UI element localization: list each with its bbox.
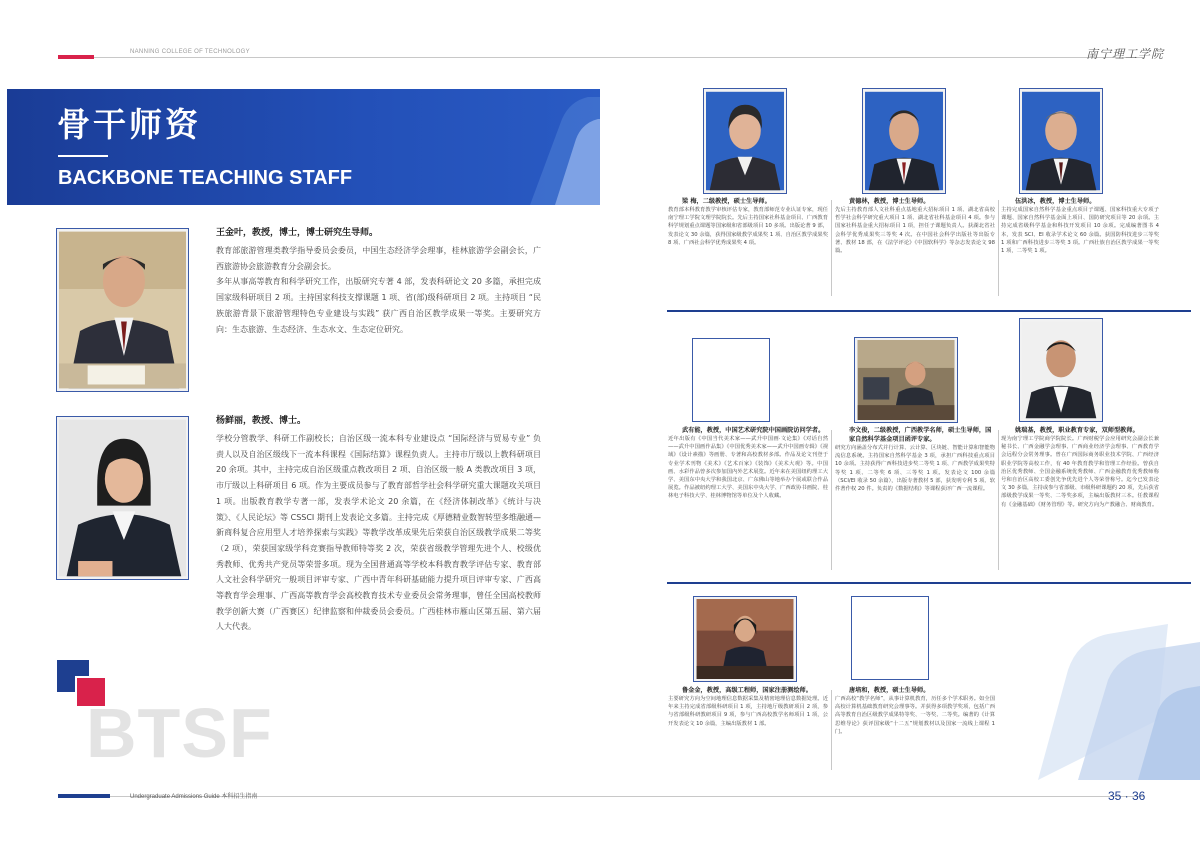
photo-placeholder-tang-peihe xyxy=(851,596,929,680)
column-divider xyxy=(831,200,832,296)
row-divider xyxy=(667,582,1191,584)
portrait-lu-jinjin xyxy=(693,596,797,682)
person-photo-icon xyxy=(1022,321,1100,419)
btsf-watermark: BTSF xyxy=(86,694,273,772)
profile-name: 姚瑞基，教授，职业教育专家，双师型教师。 xyxy=(1015,427,1139,434)
banner-divider xyxy=(58,155,108,157)
profile-lu-jinjin xyxy=(668,686,828,728)
profile-bio: 主持完成国家自然科学基金重点项目子课题、国家科技重大专项子课题、国家自然科学基金面上项目、国防研究项目等 20 余项。主持完成省级科学基金和科技开发项目 10 余项。完成编著图书 4 本，发表 SCI、EI 收录学术论文 60 余篇。获国防科技进步三等奖 1 项和广西科技进步三等奖 3 项。广西壮族自治区教学成果一等奖 1 项，二等奖 1 项。 xyxy=(1001,207,1159,255)
profile-bio: 主要研究方向为空间地理信息数据采集及精密地理信息数据处理。近年来主持完成省部级科研项目 1 项，主持地厅级教研项目 2 项，参与省部级科研教研项目 9 项，参与广西高校教学名师项目 1 项，公开发表论文 10 余篇，主编出版教材 1 部。 xyxy=(668,696,828,727)
book-deco-icon xyxy=(1038,600,1200,780)
profile-liang-mei xyxy=(668,197,828,247)
profile-name: 武有能，教授，中国艺术研究院中国画院访问学者。 xyxy=(682,427,825,434)
row-divider xyxy=(667,310,1191,312)
person-photo-icon xyxy=(59,419,186,577)
profile-li-wenjun xyxy=(835,426,995,493)
profile-bio: 现为南宁理工学院商学院院长。广西财税学会应用研究会副会长兼秘书长、广西金融学会理事、广西商业经济学会理事、广西教育学会远程分会常务理事。曾在广西国际商务职业技术学院、广西经济职业学院等高校工作，有 40 年教育教学和管理工作经验。曾获自治区优秀教师、全国金融系统优秀教师、广西金融教育优秀教师称号和自治区高校工委创先争优先进个人等荣誉称号。迄今已发表论文 30 多篇，主持或参与省部级、市级科研课题约 20 项，先后获省部级教学成果一等奖、二等奖多项，主编出版教材三本。任教课程有《金融基础》《财务管理》等。研究方向为产教融合、财商教育。 xyxy=(1001,436,1159,508)
banner-title-en: BACKBONE TEACHING STAFF xyxy=(58,167,353,189)
column-divider xyxy=(831,430,832,570)
footer-title: Undergraduate Admissions Guide 本科招生指南 xyxy=(130,794,258,800)
profile-wu-hongbing xyxy=(1001,197,1159,255)
header-subtitle: NANNING COLLEGE OF TECHNOLOGY xyxy=(130,49,250,55)
profile-name: 鲁金金，教授，高级工程师，国家注册测绘师。 xyxy=(682,687,812,694)
profile-bio: 教育部旅游管理类教学指导委员会委员，中国生态经济学会理事，桂林旅游学会副会长，广西旅游协会旅游教育分会副会长。 xyxy=(216,246,541,271)
portrait-huang-delin xyxy=(862,88,946,194)
profile-name: 唐培和，教授，硕士生导师。 xyxy=(849,687,930,694)
column-divider xyxy=(831,690,832,770)
portrait-yao-ruiji xyxy=(1019,318,1103,422)
profile-bio: 研究方向涵盖分布式并行计算、云计算、区块链、智能计算和智能物流信息系统。主持国家自然科学基金 3 项，承担广西科技重点项目 10 余项。主持获得广西科技进步奖二等奖 1 项、广西教学成果奖特等奖 1 项、二等奖 6 项、三等奖 1 项。发表论文 100 余篇（SCI/EI 收录 50 余篇），出版专著教材 5 部，获发明专利 5 项、软件著作权 20 件。负责的《数据结构》等课程获评广西一流课程。 xyxy=(835,445,995,493)
college-logo: 南宁理工学院 xyxy=(1086,47,1165,61)
portrait-wu-hongbing xyxy=(1019,88,1103,194)
banner-title-cn: 骨干师资 xyxy=(57,105,201,144)
profile-name: 梁 梅，二级教授，硕士生导师。 xyxy=(682,198,771,205)
person-photo-icon xyxy=(696,599,794,679)
portrait-yang-xianli xyxy=(56,416,189,580)
footer-accent-bar xyxy=(58,794,110,798)
profile-yang-xianli xyxy=(216,415,541,635)
person-photo-icon xyxy=(865,91,943,191)
portrait-li-wenjun xyxy=(854,337,958,423)
book-deco-icon xyxy=(510,89,600,205)
profile-name: 王金叶，教授，博士，博士研究生导师。 xyxy=(216,228,379,238)
person-photo-icon xyxy=(857,340,955,420)
portrait-wang-jinye xyxy=(56,228,189,392)
person-photo-icon xyxy=(1022,91,1100,191)
photo-placeholder-wu-youneng xyxy=(692,338,770,422)
profile-bio: 学校分管教学、科研工作副校长；自治区级一流本科专业建设点 “国际经济与贸易专业” 负责人以及自治区级线下一流本科课程《国际结算》课程负责人。主持市厅级以上教科研项目 20 余项。其中，主持完成自治区级重点教改项目 2 项、自治区级一般 A 类教改项目 3 项，市厅级以上科研项目 6 项。作为主要成员参与了教育部哲学社会科学研究重大课题攻关项目 1 项。出版教育教学专著一部，发表学术论文 20 余篇，在《经济体制改革》《统计与决策》、《人民论坛》等 CSSCI 期刊上发表论文多篇。主持完成《厚德精业数智转型多维融通—新商科复合应用型人才培养探索与实践》等教学改革成果先后荣获自治区级教学成果二等奖（2 项），荣获国家级学科竞赛指导教师特等奖 2 次，荣获省级教学管理先进个人、校级优秀教师、优秀共产党员等荣誉多项。现为全国普通高等学校本科教育教学评估专家、教育部人文社会科学研究一般项目评审专家、广西中青年科研基础能力提升项目评审专家、广西高等教育学会理事、广西高等教育学会高校教育技术专业委员会常务理事，曾任全国高校教师教学创新大赛（广西赛区）纪律监察和仲裁委员会委员。广西桂林市雁山区第五届、第六届人大代表。 xyxy=(216,434,541,632)
person-photo-icon xyxy=(59,231,186,389)
profile-bio: 教育部本科教育教学审核评估专家，教育部师范专业认证专家，现任南宁理工学院文理学院院长。先后主持国家社科基金项目、广西教育科学规划重点课题等国家级和省部级项目 10 多项。出版论著 9 部，发表论文 30 余篇，获得国家级教学成果奖 1 项、自治区教学成果奖 8 项、广西社会科学优秀成果奖 4 项。 xyxy=(668,207,828,246)
profile-wu-youneng xyxy=(668,426,828,501)
profile-bio: 近年出版有《中国当代美术家——武升中国画·文论集》《对话自然——武升中国画作品集》《中国优秀美术家——武升中国画专辑》《视域》《设计素描》等画册、专著和高校教材多部。作品及论文刊登于专业学术刊物《美术》《艺术百家》《装饰》《美术大观》等。中国画、水彩作品曾多次参加国内外艺术展览。近年来在美国纽约理工大学、美国东中央大学和我国北京、广东佛山等地举办个展或联合作品展览。作品被纽约理工大学、美国东中央大学、广西政协书画院、桂林电子科技大学、桂林博物馆等单位及个人收藏。 xyxy=(668,436,828,500)
profile-wang-jinye xyxy=(216,227,541,337)
person-photo-icon xyxy=(706,91,784,191)
profile-name: 伍洪冰，教授，博士生导师。 xyxy=(1015,198,1096,205)
section-banner xyxy=(7,89,600,205)
profile-bio: 广西高校“教学名师”，从事计算机教育，历任多个学术职务。如全国高校计算机基础教育研究会理事等。并获得多项教学奖项，包括广西高等教育自治区级教学成果特等奖、一等奖、二等奖。编著的《计算思维导论》获评国家级“十二五”规划教材以及国家一流线上课程 1 门。 xyxy=(835,696,995,735)
profile-name: 杨鲜丽，教授、博士。 xyxy=(216,416,307,426)
profile-yao-ruiji xyxy=(1001,426,1159,509)
column-divider xyxy=(998,200,999,296)
page-numbers: 35 · 36 xyxy=(1108,789,1146,803)
profile-bio: 先后主持教育部人文社科重点基地重大招标项目 1 项、湖北省高校哲学社会科学研究重大项目 1 项、湖北省社科基金项目 4 项。参与国家社科基金重大招标项目 1 项，担任子课题负责人。获湖北省社会科学优秀成果奖三等奖 4 次。在中国社会科学出版社等出版专著、教材 18 部，在《法学评论》《中国软科学》等杂志发表论文 98 篇。 xyxy=(835,207,995,255)
profile-name: 黄德林，教授，博士生导师。 xyxy=(849,198,930,205)
header-accent-bar xyxy=(58,55,94,59)
profile-name: 李文俊，二级教授，广西教学名师，硕士生导师，国家自然科学基金项目函评专家。 xyxy=(849,427,992,443)
profile-bio-2: 多年从事高等教育和科学研究工作，出版研究专著 4 部，发表科研论文 20 多篇，承担完成国家级科研项目 2 项。主持国家科技支撑课题 1 项、省(部)级科研项目 2 项。主持项目 “民族旅游背景下旅游管理特色专业建设与实践” 获广西自治区教学成果一等奖。主要研究方向：生态旅游、生态经济、生态水文、生态定位研究。 xyxy=(216,277,541,334)
column-divider xyxy=(998,430,999,570)
profile-tang-peihe xyxy=(835,686,995,736)
portrait-liang-mei xyxy=(703,88,787,194)
header-rule xyxy=(58,57,1144,58)
profile-huang-delin xyxy=(835,197,995,255)
